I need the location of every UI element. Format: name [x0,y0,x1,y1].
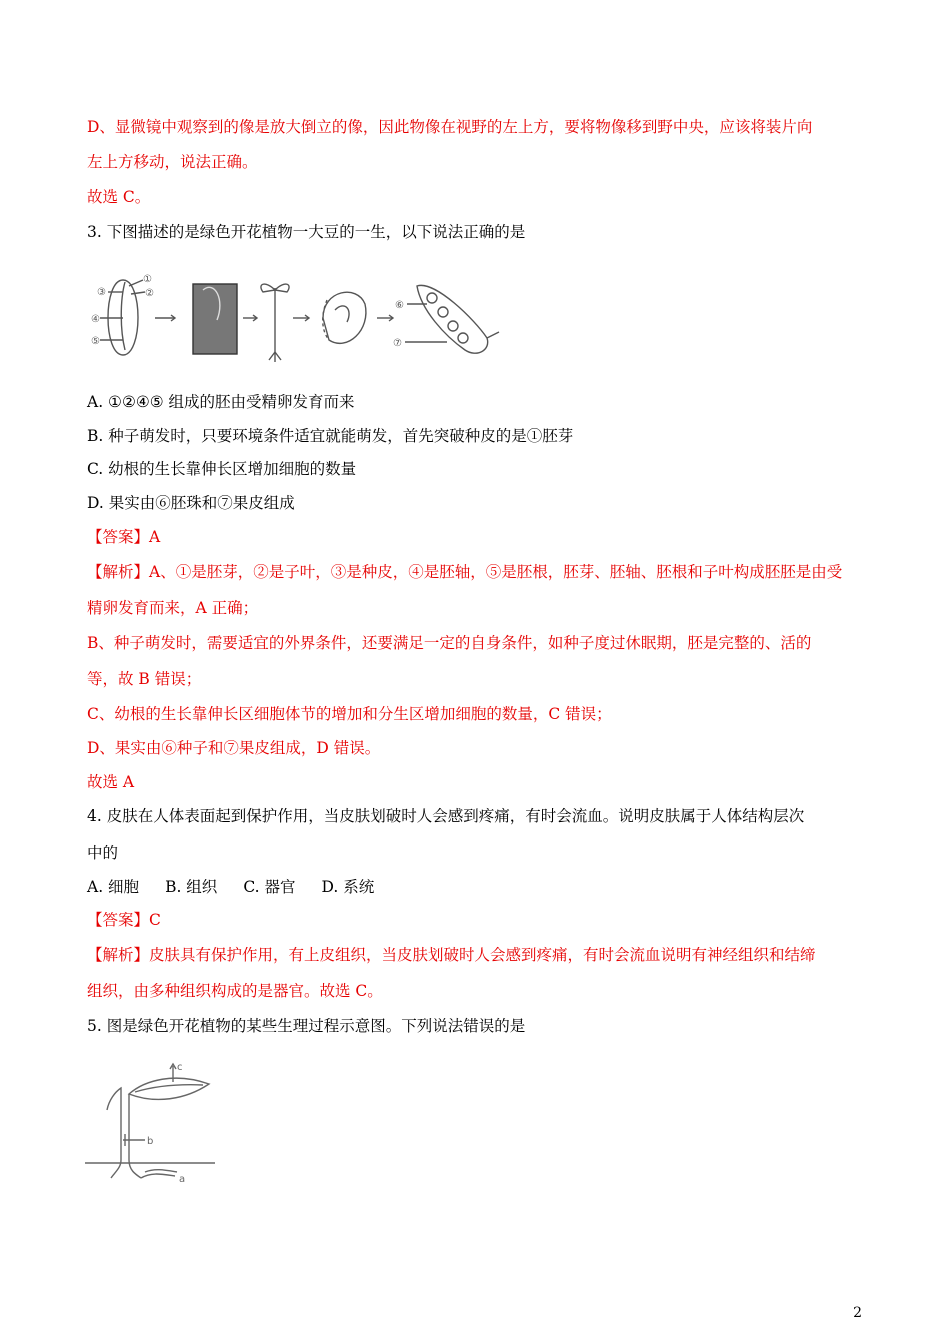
q3-analysis-line4: 等，故 B 错误； [87,670,202,688]
seed-label-5: ⑤ [91,336,100,347]
q3-analysis-label: 【解析】 [87,563,150,581]
seed-label-1: ① [143,274,152,285]
pod-seed-1 [427,293,437,303]
q3-option-a: A. ①②④⑤ 组成的胚由受精卵发育而来 [87,393,355,411]
pod-seed-4 [458,333,468,343]
q3-option-b: B. 种子萌发时，只要环境条件适宜就能萌发，首先突破种皮的是①胚芽 [87,427,574,445]
q5-plant-process-figure [85,1060,215,1190]
q3-answer: 【答案】A [87,528,161,546]
seed-label-3: ③ [97,287,106,298]
q3-stem: 3. 下图描述的是绿色开花植物一大豆的一生，以下说法正确的是 [87,223,526,241]
q4-option-c: C. 器官 [243,878,296,896]
fruit-label-7: ⑦ [393,338,402,349]
seed-label-4: ④ [91,314,100,325]
q3-option-c: C. 幼根的生长靠伸长区增加细胞的数量 [87,460,357,478]
flower-shape [323,292,366,343]
q3-analysis-a1: A、①是胚芽，②是子叶，③是种皮，④是胚轴，⑤是胚根，胚芽、胚轴、胚根和子叶构成胚胚是由受 [149,563,843,581]
figure-label-b: b [147,1136,154,1147]
q4-stem-line1: 4. 皮肤在人体表面起到保护作用，当皮肤划破时人会感到疼痛，有时会流血。说明皮肤属于人体结构层次 [87,807,805,825]
pod-seed-3 [448,321,458,331]
q3-conclusion: 故选 A [87,773,135,791]
page-number: 2 [853,1305,862,1321]
q4-options [87,876,400,898]
roots [141,1170,177,1178]
q3-analysis-line5: C、幼根的生长靠伸长区细胞体节的增加和分生区增加细胞的数量，C 错误； [87,705,612,723]
pod-seed-2 [438,307,448,317]
plant-stem-left [107,1088,121,1178]
q5-stem: 5. 图是绿色开花植物的某些生理过程示意图。下列说法错误的是 [87,1017,526,1035]
q4-option-d: D. 系统 [321,878,375,896]
q4-analysis-text1: 皮肤具有保护作用，有上皮组织，当皮肤划破时人会感到疼痛，有时会流血说明有神经组织和结缔 [149,946,816,964]
q2-option-d-line2: 左上方移动，说法正确。 [87,153,258,171]
q3-analysis-line1 [87,561,842,583]
q4-analysis-line1 [87,944,816,966]
q4-analysis-line2: 组织，由多种组织构成的是器官。故选 C。 [87,982,383,1000]
q3-soybean-lifecycle-figure [91,270,505,365]
q3-analysis-line3: B、种子萌发时，需要适宜的外界条件，还要满足一定的自身条件，如种子度过休眠期，胚是完整的、活的 [87,634,812,652]
figure-label-a: a [179,1174,186,1185]
seed-label-2: ② [145,288,154,299]
q3-analysis-line2: 精卵发育而来，A 正确； [87,599,259,617]
q4-answer: 【答案】C [87,911,161,929]
germination-block [193,284,237,354]
fruit-label-6: ⑥ [395,300,404,311]
seedling-leaf-right [275,284,289,292]
plant-stem-right [129,1094,141,1178]
q3-analysis-line6: D、果实由⑥种子和⑦果皮组成，D 错误。 [87,739,381,757]
q3-option-d: D. 果实由⑥胚珠和⑦果皮组成 [87,494,295,512]
q4-stem-line2: 中的 [87,844,119,862]
seedling-leaf-left [261,284,275,292]
q2-conclusion: 故选 C。 [87,188,151,206]
plant-leaf [129,1078,209,1099]
figure-label-c: c [177,1062,183,1073]
q2-option-d-line1: D、显微镜中观察到的像是放大倒立的像，因此物像在视野的左上方，要将物像移到野中央，应该将装片向 [87,118,813,136]
q4-option-b: B. 组织 [165,878,218,896]
q4-analysis-label: 【解析】 [87,946,150,964]
q4-option-a: A. 细胞 [87,878,140,896]
